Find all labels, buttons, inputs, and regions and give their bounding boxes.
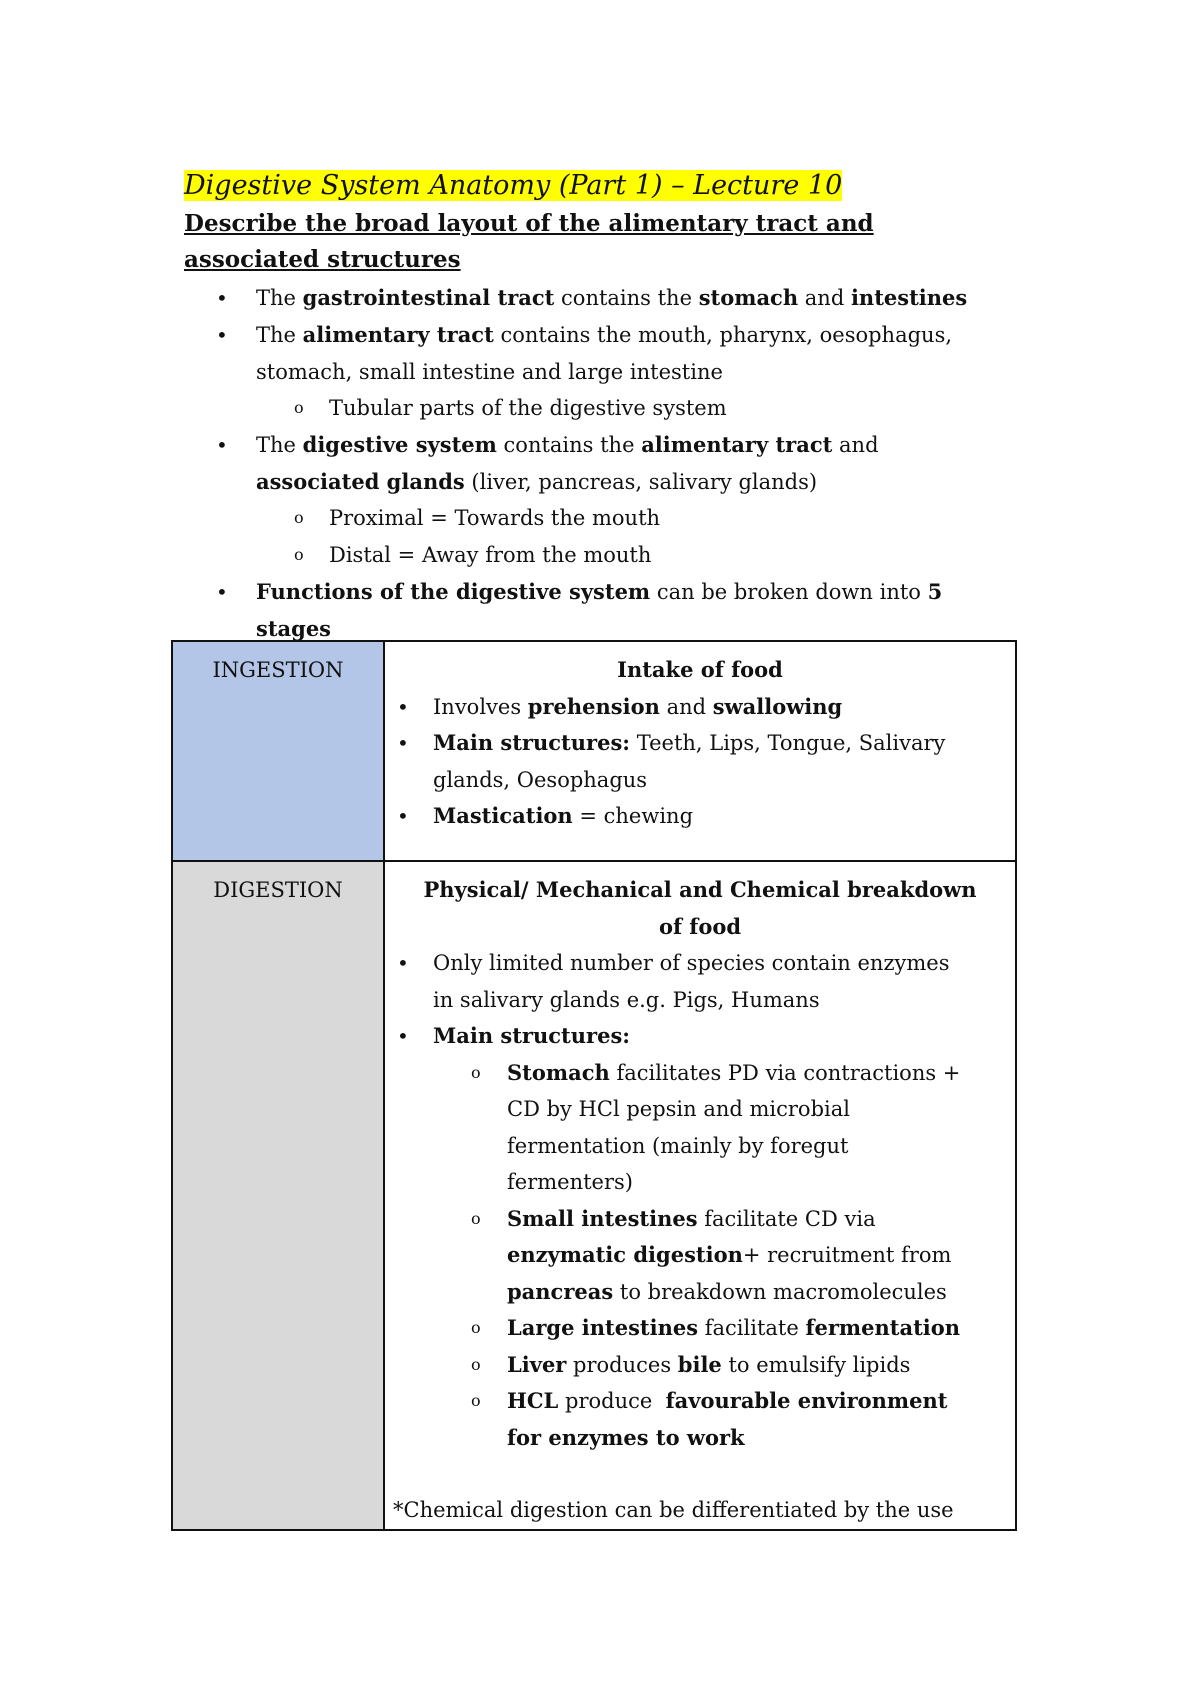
table-row-digestion — [172, 861, 1016, 1530]
list-item: • Only limited number of species contain enzymes in salivary glands e.g. Pigs, Humans — [385, 945, 1015, 1018]
bullet-icon: • — [216, 323, 228, 347]
bullet-icon: • — [397, 694, 409, 719]
bullet-icon: • — [216, 433, 228, 457]
bullet-functions: Functions of the digestive system can be broken down into 5 — [256, 579, 943, 604]
circle-bullet-icon: o — [294, 545, 304, 564]
stage-label-cell — [172, 641, 384, 861]
list-item: • Involves prehension and swallowing — [385, 689, 1015, 726]
list-item: • Main structures: — [385, 1018, 1015, 1055]
sub-list-item: o Stomach facilitates PD via contractions + CD by HCl pepsin and microbial fermentation (mainly by foregut fermenters) — [385, 1055, 1015, 1201]
circle-bullet-icon: o — [471, 1354, 481, 1374]
stage-label: DIGESTION — [213, 878, 343, 902]
sub-list-item: o HCL produce favourable environment for enzymes to work — [385, 1383, 1015, 1456]
subbullet-distal: Distal = Away from the mouth — [329, 543, 652, 567]
circle-bullet-icon: o — [294, 508, 304, 527]
bullet-icon: • — [397, 731, 409, 755]
bullet-digestive-system-cont: associated glands (liver, pancreas, salivary glands) — [256, 469, 818, 494]
page-title: Digestive System Anatomy (Part 1) – Lecture 10 — [184, 170, 843, 201]
circle-bullet-icon: o — [471, 1391, 481, 1410]
stage-label-cell — [172, 861, 384, 1530]
subbullet-proximal: Proximal = Towards the mouth — [329, 506, 661, 530]
bullet-icon: • — [216, 286, 228, 310]
subbullet-tubular-parts: Tubular parts of the digestive system — [329, 396, 727, 420]
stages-table — [171, 640, 1017, 1531]
bullet-digestive-system: The digestive system contains the alimentary tract and — [256, 432, 879, 457]
section-heading: Describe the broad layout of the alimentary tract and associated structures — [184, 210, 874, 273]
circle-bullet-icon: o — [294, 398, 304, 417]
footnote: *Chemical digestion can be differentiated by the use — [393, 1498, 954, 1522]
bullet-alimentary-tract: The alimentary tract contains the mouth, pharynx, oesophagus, — [256, 322, 953, 347]
spacer — [385, 1456, 1015, 1492]
stage-title: Intake of food — [617, 657, 783, 682]
bullet-icon: • — [397, 951, 409, 975]
bullet-functions-cont: stages — [256, 616, 331, 641]
sub-list-item: o Large intestines facilitate fermentation — [385, 1310, 1015, 1347]
bullet-gi-tract: The gastrointestinal tract contains the stomach and intestines — [256, 285, 968, 310]
bullet-icon: • — [397, 1024, 409, 1048]
list-item: • Main structures: Teeth, Lips, Tongue, Salivary glands, Oesophagus — [385, 725, 1015, 798]
circle-bullet-icon: o — [471, 1318, 481, 1337]
stage-content-cell — [384, 861, 1016, 1530]
bullet-alimentary-tract-cont: stomach, small intestine and large intestine — [256, 360, 723, 384]
bullet-icon: • — [216, 580, 228, 604]
circle-bullet-icon: o — [471, 1062, 481, 1082]
bullet-icon: • — [397, 804, 409, 828]
list-item: • Mastication = chewing — [385, 798, 1015, 835]
sub-list-item: o Liver produces bile to emulsify lipids — [385, 1347, 1015, 1384]
stage-content-cell — [384, 641, 1016, 861]
sub-list-item: o Small intestines facilitate CD via enzymatic digestion+ recruitment from pancreas to breakdown macromolecules — [385, 1201, 1015, 1311]
stage-label: INGESTION — [212, 658, 344, 682]
circle-bullet-icon: o — [471, 1208, 481, 1228]
stage-title: Physical/ Mechanical and Chemical breakdown of food — [423, 877, 977, 939]
table-row-ingestion — [172, 641, 1016, 861]
